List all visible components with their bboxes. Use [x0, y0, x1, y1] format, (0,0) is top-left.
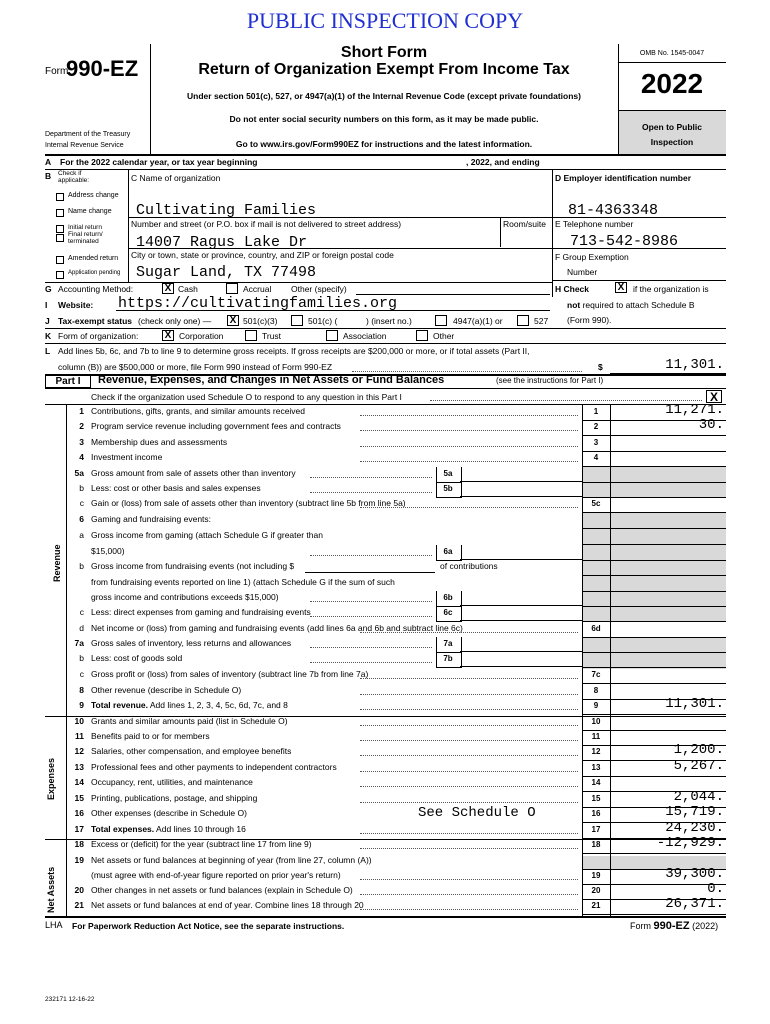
telephone-value[interactable]: 713-542-8986: [570, 233, 679, 250]
other-method-label: Other (specify): [291, 284, 347, 294]
line-description: Less: cost or other basis and sales expenses: [91, 483, 261, 493]
line-amount[interactable]: 5,267.: [673, 758, 724, 774]
name-change-checkbox[interactable]: [56, 209, 64, 217]
line-description: Less: cost of goods sold: [91, 653, 183, 663]
line-description: Program service revenue including government fees and contracts: [91, 421, 341, 431]
association-checkbox[interactable]: [326, 330, 338, 341]
line-number: 12: [74, 746, 84, 756]
inner-amount-field[interactable]: [460, 605, 582, 606]
line-number-box: 20: [591, 886, 601, 895]
association-label: Association: [343, 331, 387, 341]
line-number-box: 17: [591, 825, 601, 834]
line-description: Benefits paid to or for members: [91, 731, 210, 741]
initial-return-label: Initial return: [68, 224, 102, 231]
line-number: c: [79, 607, 84, 617]
form-code: 232171 12-16-22: [45, 996, 95, 1003]
501c3-label: 501(c)(3): [243, 316, 278, 326]
trust-label: Trust: [262, 331, 282, 341]
ssn-notice: Do not enter social security numbers on this form, as it may be made public.: [229, 114, 539, 124]
line-amount[interactable]: 30.: [698, 417, 724, 433]
city-label: City or town, state or province, country, and ZIP or foreign postal code: [131, 250, 394, 260]
terminated-label: terminated: [68, 238, 99, 245]
line-j-letter: J: [45, 316, 50, 326]
line-number-box: 9: [593, 701, 599, 710]
line-description: Other expenses (describe in Schedule O): [91, 808, 247, 818]
line-number: 19: [74, 855, 84, 865]
line-description-bold: Total expenses.: [91, 824, 155, 834]
line-l-text-1: Add lines 5b, 6c, and 7b to line 9 to determine gross receipts. If gross receipts are $200,000 or more, or if total assets (Part II,: [58, 346, 530, 356]
line-number: 21: [74, 900, 84, 910]
inner-line-number: 5a: [443, 469, 453, 478]
line-number-box: 7c: [591, 670, 601, 679]
org-name[interactable]: Cultivating Families: [136, 202, 317, 219]
line-number: 6: [79, 514, 84, 524]
line-k-letter: K: [45, 331, 52, 341]
line-description: Professional fees and other payments to independent contractors: [91, 762, 337, 772]
line-description: Other revenue (describe in Schedule O): [91, 685, 242, 695]
inner-line-number: 7b: [443, 654, 453, 663]
line-description: Printing, publications, postage, and shipping: [91, 793, 258, 803]
line-description: Gross sales of inventory, less returns and allowances: [91, 638, 292, 648]
ein-label: D Employer identification number: [555, 173, 692, 183]
line-description: Net assets or fund balances at end of year. Combine lines 18 through 20: [91, 900, 364, 910]
line-description: Grants and similar amounts paid (list in Schedule O): [91, 716, 288, 726]
line-number-box: 18: [591, 840, 601, 849]
line-number: d: [79, 623, 84, 633]
form-title-short: Short Form: [340, 44, 428, 61]
line-amount[interactable]: 11,271.: [665, 402, 724, 418]
line-number-box: 6d: [591, 624, 601, 633]
street-address[interactable]: 14007 Ragus Lake Dr: [136, 234, 308, 251]
line-g-letter: G: [45, 284, 52, 294]
amended-return-checkbox[interactable]: [56, 256, 64, 264]
line-amount[interactable]: 39,300.: [665, 866, 724, 882]
part-1-label: Part I: [45, 375, 91, 388]
line-description: Gross profit or (loss) from sales of inventory (subtract line 7b from line 7a): [91, 669, 369, 679]
line-number: 7a: [74, 638, 84, 648]
line-description: Gross amount from sale of assets other than inventory: [91, 468, 296, 478]
initial-return-checkbox[interactable]: [56, 225, 64, 233]
line-number: 5a: [74, 468, 84, 478]
line-l-letter: L: [45, 346, 51, 356]
line-number: 4: [79, 452, 84, 462]
city-state-zip[interactable]: Sugar Land, TX 77498: [136, 264, 317, 281]
line-description: Salaries, other compensation, and employee benefits: [91, 746, 292, 756]
department-label: Department of the Treasury: [45, 131, 131, 138]
net-assets-side-label: Net Assets: [46, 866, 56, 913]
schedule-o-checkbox[interactable]: X: [706, 390, 722, 403]
line-number: c: [79, 498, 84, 508]
line-description-rest: Add lines 1, 2, 3, 4, 5c, 6d, 7c, and 8: [148, 700, 288, 710]
gross-receipts-value[interactable]: 11,301.: [665, 357, 724, 373]
schedule-o-check-text: Check if the organization used Schedule O to respond to any question in this Part I: [91, 392, 402, 402]
line-amount[interactable]: 24,230.: [665, 820, 724, 836]
line-number: 3: [79, 437, 84, 447]
line-description: [91, 824, 246, 834]
address-change-checkbox[interactable]: [56, 193, 64, 201]
other-expenses-description[interactable]: See Schedule O: [418, 805, 536, 821]
line-description: Net income or (loss) from gaming and fundraising events (add lines 6a and 6b and subtract line 6c): [91, 623, 463, 633]
line-number: 16: [74, 808, 84, 818]
public-inspection-banner: PUBLIC INSPECTION COPY: [246, 8, 524, 33]
line-description: Excess or (deficit) for the year (subtract line 17 from line 9): [91, 839, 312, 849]
line-description: Gross income from gaming (attach Schedule G if greater than: [91, 530, 323, 540]
schedule-b-checkbox[interactable]: X: [615, 282, 627, 293]
line-amount[interactable]: 2,044.: [673, 789, 724, 805]
line-description-bold: Total revenue.: [91, 700, 148, 710]
line-description: Membership dues and assessments: [91, 437, 228, 447]
inner-amount-field[interactable]: [460, 620, 582, 621]
tax-year: 2022: [640, 68, 704, 99]
inner-line-number: 6c: [443, 608, 453, 617]
line-number: 9: [79, 700, 84, 710]
line-number-box: 3: [593, 438, 599, 447]
other-org-checkbox[interactable]: [416, 330, 428, 341]
inner-amount-field[interactable]: [460, 496, 582, 497]
501c3-checkbox[interactable]: X: [227, 315, 239, 326]
form-subtitle: Under section 501(c), 527, or 4947(a)(1) of the Internal Revenue Code (except private foundations): [187, 91, 581, 101]
address-change-label: Address change: [68, 192, 119, 199]
line-a-text: For the 2022 calendar year, or tax year beginning: [60, 157, 258, 167]
line-number: b: [79, 483, 84, 493]
line-description: Gaming and fundraising events:: [91, 514, 212, 524]
line-amount[interactable]: 26,371.: [665, 896, 724, 912]
line-number: 8: [79, 685, 84, 695]
line-l-text-2: column (B)) are $500,000 or more, file Form 990 instead of Form 990-EZ: [58, 362, 333, 372]
line-description: Other changes in net assets or fund balances (explain in Schedule O): [91, 885, 353, 895]
check-h-text-2: required to attach Schedule B: [580, 300, 695, 310]
inner-amount-field[interactable]: [460, 559, 582, 560]
website-label: Website:: [58, 300, 94, 310]
line-number: 13: [74, 762, 84, 772]
line-description: (must agree with end-of-year figure reported on prior year's return): [91, 870, 341, 880]
application-pending-checkbox[interactable]: [56, 271, 64, 279]
line-number: 1: [79, 406, 84, 416]
insert-no-label: ) (insert no.): [366, 316, 412, 326]
line-number: 15: [74, 793, 84, 803]
form-of-organization-label: Form of organization:: [58, 331, 139, 341]
line-amount[interactable]: 0.: [707, 881, 724, 897]
line-number-box: 19: [591, 871, 601, 880]
line-extra-text: of contributions: [440, 561, 498, 571]
box-b-applicable: applicable:: [58, 177, 90, 184]
line-number: 10: [74, 716, 84, 726]
trust-checkbox[interactable]: [245, 330, 257, 341]
tax-exempt-status-label: Tax-exempt status: [58, 316, 133, 326]
org-name-label: C Name of organization: [131, 173, 221, 183]
group-exemption-label: F Group Exemption: [555, 252, 629, 262]
line-number-box: 13: [591, 763, 601, 772]
line-amount[interactable]: 11,301.: [665, 696, 724, 712]
box-b-letter: B: [45, 171, 52, 181]
line-l-dollar: $: [598, 362, 603, 372]
accrual-checkbox[interactable]: [226, 283, 238, 294]
application-pending-label: Application pending: [68, 270, 121, 276]
check-h-not: not: [567, 300, 581, 310]
name-change-label: Name change: [68, 208, 112, 215]
line-number: 17: [74, 824, 84, 834]
line-description: Occupancy, rent, utilities, and maintenance: [91, 777, 253, 787]
line-number-box: 2: [593, 422, 599, 431]
form-label: Form: [45, 66, 69, 77]
line-number-box: 11: [591, 732, 601, 741]
line-description: [91, 700, 288, 710]
line-number-box: 5c: [591, 499, 601, 508]
line-a-ending: , 2022, and ending: [466, 157, 540, 167]
line-number-box: 10: [591, 717, 601, 726]
other-org-label: Other: [433, 331, 455, 341]
inspection-label: Inspection: [650, 137, 694, 147]
line-amount[interactable]: -12,929.: [656, 835, 724, 851]
form-number: 990-EZ: [66, 56, 139, 81]
line-description: from fundraising events reported on line 1) (attach Schedule G if the sum of such: [91, 577, 395, 587]
line-description: Gain or (loss) from sale of assets other than inventory (subtract line 5b from line 5a): [91, 498, 406, 508]
line-number-box: 16: [591, 809, 601, 818]
line-description: Contributions, gifts, grants, and similar amounts received: [91, 406, 306, 416]
line-number-box: 15: [591, 794, 601, 803]
line-description: Less: direct expenses from gaming and fundraising events: [91, 607, 311, 617]
expenses-side-label: Expenses: [46, 757, 56, 800]
line-number-box: 4: [593, 453, 599, 462]
line-description: Gross income from fundraising events (not including $: [91, 561, 295, 571]
ein-value[interactable]: 81-4363348: [568, 202, 659, 219]
line-description: Investment income: [91, 452, 163, 462]
line-number-box: 14: [591, 778, 601, 787]
part-1-see-instructions: (see the instructions for Part I): [496, 376, 604, 385]
paperwork-notice: For Paperwork Reduction Act Notice, see the separate instructions.: [72, 921, 345, 931]
irs-label: Internal Revenue Service: [45, 142, 124, 149]
line-number: 18: [74, 839, 84, 849]
inner-amount-field[interactable]: [460, 481, 582, 482]
501c-checkbox[interactable]: [291, 315, 303, 326]
footer-form-year: (2022): [692, 921, 719, 931]
lha-label: LHA: [45, 920, 63, 930]
line-number-box: 8: [593, 686, 599, 695]
footer-form-number: 990-EZ: [653, 920, 690, 932]
room-suite-label: Room/suite: [503, 219, 546, 229]
final-return-label: Final return/: [68, 231, 103, 238]
final-return-checkbox[interactable]: [56, 234, 64, 242]
tax-exempt-check-one: (check only one) —: [138, 316, 212, 326]
form-title: Return of Organization Exempt From Income Tax: [198, 61, 570, 78]
box-b-check-if: Check if: [58, 170, 82, 177]
line-number-box: 21: [591, 901, 601, 910]
527-checkbox[interactable]: [517, 315, 529, 326]
line-description: $15,000): [91, 546, 125, 556]
inner-amount-field[interactable]: [460, 666, 582, 667]
527-label: 527: [534, 316, 549, 326]
line-number: b: [79, 561, 84, 571]
check-h-text-3: (Form 990).: [567, 315, 612, 325]
check-h-text-1: if the organization is: [633, 284, 709, 294]
accounting-method-label: Accounting Method:: [58, 284, 134, 294]
group-exemption-number-label: Number: [567, 267, 598, 277]
4947a1-checkbox[interactable]: [435, 315, 447, 326]
line-number: 14: [74, 777, 84, 787]
line-number-box: 1: [593, 407, 599, 416]
line-description: gross income and contributions exceeds $15,000): [91, 592, 279, 602]
footer-form-label: Form: [630, 921, 651, 931]
check-h-label: H Check: [555, 284, 590, 294]
cash-checkbox[interactable]: X: [162, 283, 174, 294]
omb-number: OMB No. 1545-0047: [639, 50, 705, 57]
inner-amount-field[interactable]: [460, 651, 582, 652]
inner-line-number: 7a: [443, 639, 453, 648]
inner-line-number: 6b: [443, 593, 453, 602]
4947a1-label: 4947(a)(1) or: [453, 316, 503, 326]
line-a-letter: A: [45, 157, 52, 167]
corporation-checkbox[interactable]: X: [162, 330, 174, 341]
revenue-side-label: Revenue: [52, 544, 62, 582]
amended-return-label: Amended return: [68, 255, 119, 262]
line-number: c: [79, 669, 84, 679]
accrual-label: Accrual: [243, 284, 272, 294]
corporation-label: Corporation: [179, 331, 224, 341]
line-number: 20: [74, 885, 84, 895]
open-to-public: Open to Public: [642, 122, 702, 132]
line-amount[interactable]: 15,719.: [665, 804, 724, 820]
501c-label: 501(c) (: [308, 316, 338, 326]
line-amount[interactable]: 1,200.: [673, 742, 724, 758]
line-number: 2: [79, 421, 84, 431]
line-number: b: [79, 653, 84, 663]
street-label: Number and street (or P.O. box if mail is not delivered to street address): [131, 219, 402, 229]
line-number-box: 12: [591, 747, 601, 756]
telephone-label: E Telephone number: [555, 219, 634, 229]
line-number: a: [79, 530, 84, 540]
line-i-letter: I: [45, 300, 48, 310]
cash-label: Cash: [178, 284, 198, 294]
line-description-rest: Add lines 10 through 16: [154, 824, 246, 834]
instructions-notice: Go to www.irs.gov/Form990EZ for instructions and the latest information.: [235, 139, 533, 149]
website-value[interactable]: https://cultivatingfamilies.org: [118, 295, 398, 312]
line-number: 11: [75, 731, 84, 741]
line-description: Net assets or fund balances at beginning of year (from line 27, column (A)): [91, 855, 372, 865]
part-1-title: Revenue, Expenses, and Changes in Net Assets or Fund Balances: [98, 374, 445, 386]
inner-line-number: 6a: [443, 547, 453, 556]
inner-line-number: 5b: [443, 484, 453, 493]
